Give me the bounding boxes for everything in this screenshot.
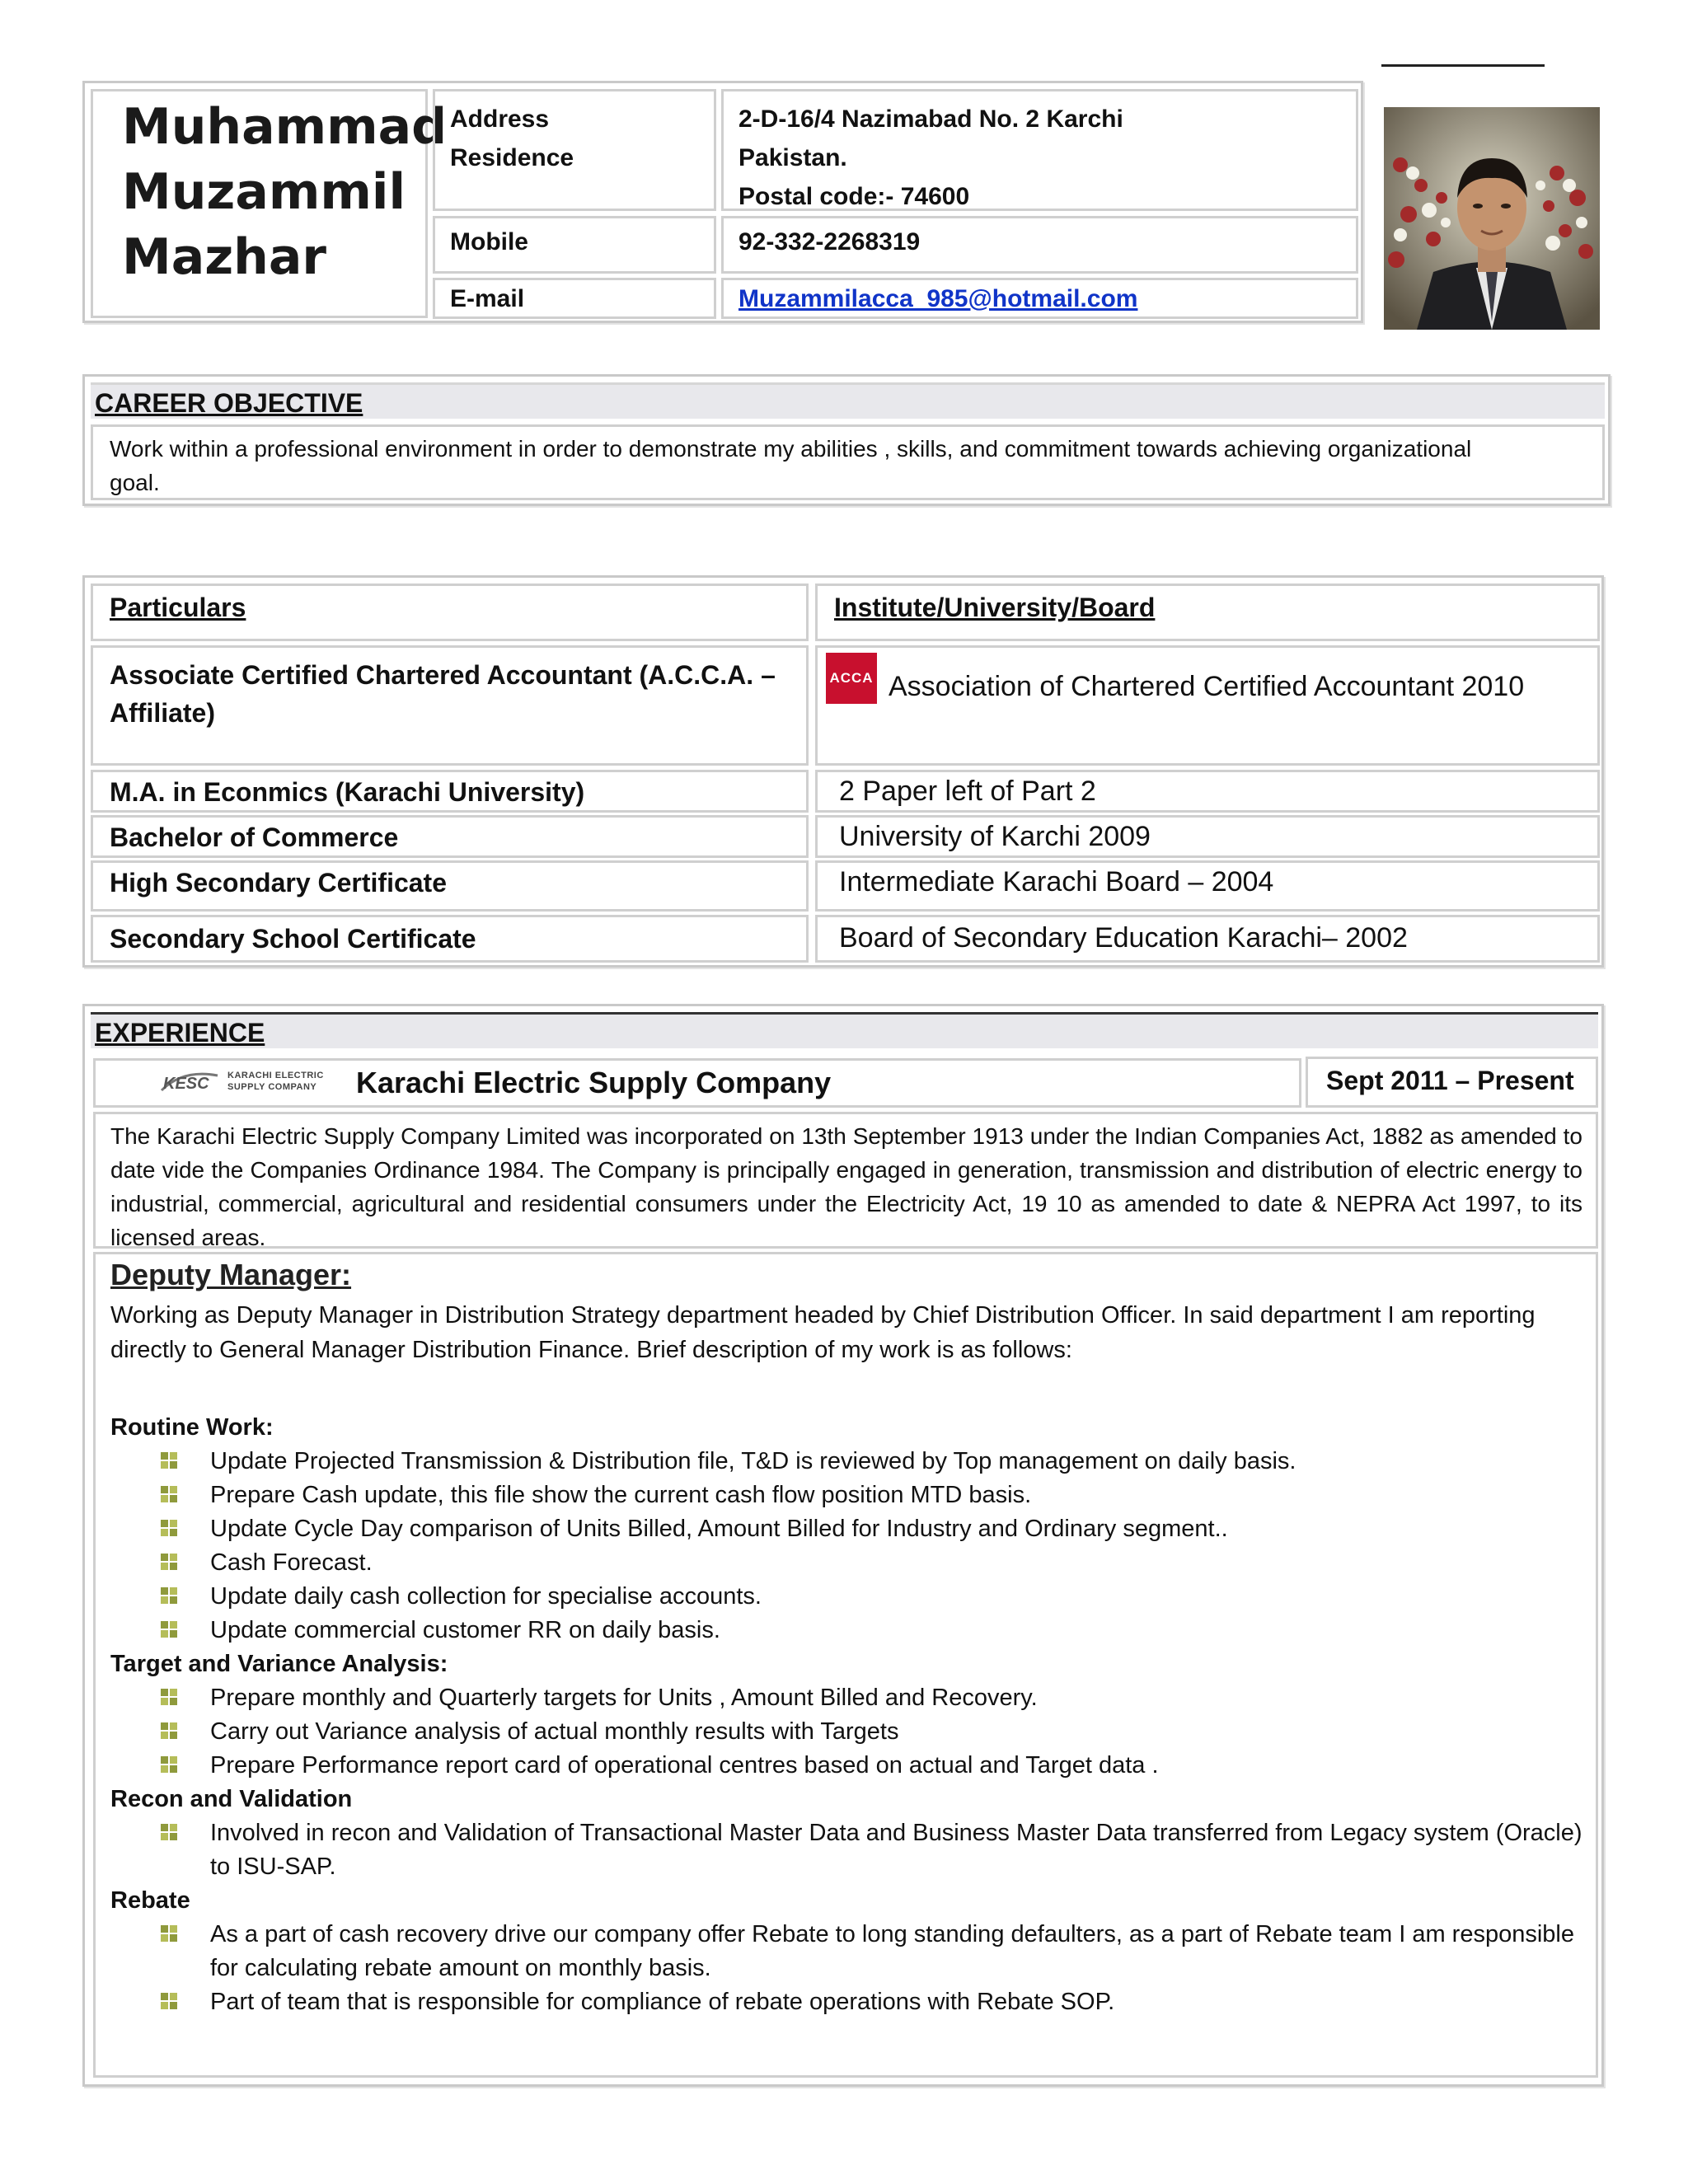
career-objective-heading: CAREER OBJECTIVE xyxy=(95,388,363,418)
education-row-particular: Associate Certified Chartered Accountant (A.C.C.A. – Affiliate) xyxy=(91,645,809,766)
education-row-particular: M.A. in Econmics (Karachi University) xyxy=(91,770,809,813)
email-label-cell xyxy=(433,278,716,319)
bullet-icon xyxy=(161,1689,177,1705)
group-title-recon: Recon and Validation xyxy=(110,1786,353,1812)
bullet-icon xyxy=(161,1452,177,1469)
responsibilities xyxy=(110,1411,1586,2019)
experience-heading: EXPERIENCE xyxy=(95,1018,265,1047)
address-label-cell xyxy=(433,89,716,211)
list-item: Update commercial customer RR on daily basis. xyxy=(110,1614,1586,1647)
kesc-logo xyxy=(158,1067,343,1097)
profile-photo-graphic xyxy=(1384,107,1600,330)
bullet-icon xyxy=(161,1587,177,1604)
education-row-institute: Intermediate Karachi Board – 2004 xyxy=(815,860,1600,912)
education-header-institute xyxy=(815,583,1600,641)
list-item: Prepare Cash update, this file show the current cash flow position MTD basis. xyxy=(110,1479,1586,1512)
list-item: Carry out Variance analysis of actual monthly results with Targets xyxy=(110,1715,1586,1749)
kesc-logo-text: KARACHI ELECTRIC SUPPLY COMPANY xyxy=(227,1071,324,1092)
address-line: Pakistan. xyxy=(738,144,847,171)
group-title-rebate: Rebate xyxy=(110,1887,190,1914)
company-name: Karachi Electric Supply Company xyxy=(356,1066,832,1099)
bullet-icon xyxy=(161,1520,177,1536)
career-objective-cell xyxy=(91,424,1605,500)
residence-label: Residence xyxy=(450,144,574,171)
profile-photo xyxy=(1384,107,1600,330)
bullet-icon xyxy=(161,1824,177,1840)
svg-text:KESC: KESC xyxy=(163,1075,209,1093)
name-cell xyxy=(91,89,448,318)
routine-list xyxy=(110,1445,1586,1647)
education-row-particular: High Secondary Certificate xyxy=(91,860,809,912)
group-title-target: Target and Variance Analysis: xyxy=(110,1651,448,1677)
mobile-value-cell xyxy=(721,216,1358,274)
mobile-value: 92-332-2268319 xyxy=(738,228,921,255)
email-label: E-mail xyxy=(450,285,525,312)
career-objective-text: Work within a professional environment in order to demonstrate my abilities , skills, and commitment towards achieving organizational goal. xyxy=(110,436,1472,495)
email-value-cell xyxy=(721,278,1358,319)
bullet-icon xyxy=(161,1756,177,1773)
mobile-label-cell xyxy=(433,216,716,274)
list-item: Cash Forecast. xyxy=(110,1546,1586,1580)
target-list xyxy=(110,1681,1586,1783)
top-rule xyxy=(1381,64,1545,67)
mobile-label: Mobile xyxy=(450,228,528,255)
contact-block xyxy=(82,81,1363,323)
group-title-routine: Routine Work: xyxy=(110,1414,274,1441)
education-row-institute: ACCA Association of Chartered Certified Accountant 2010 xyxy=(815,645,1600,766)
applicant-name: Muhammad Muzammil Mazhar xyxy=(122,98,448,286)
rebate-list xyxy=(110,1918,1586,2019)
list-item: Involved in recon and Validation of Transactional Master Data and Business Master Data transferred from Legacy system (Oracle) to ISU-SAP. xyxy=(110,1816,1586,1884)
acca-logo: ACCA xyxy=(826,653,877,704)
role-description: Working as Deputy Manager in Distribution Strategy department headed by Chief Distribution Officer. In said department I am reporting directly to General Manager Distribution Finance. Brief description of my work is as follows: xyxy=(110,1302,1536,1363)
education-row-particular: Bachelor of Commerce xyxy=(91,815,809,858)
bullet-icon xyxy=(161,1554,177,1570)
particulars-heading: Particulars xyxy=(110,593,246,622)
bullet-icon xyxy=(161,1925,177,1942)
education-header-particulars xyxy=(91,583,809,641)
education-row-particular: Secondary School Certificate xyxy=(91,915,809,963)
period-cell xyxy=(1306,1057,1598,1108)
bullet-icon xyxy=(161,1722,177,1739)
address-label: Address xyxy=(450,105,550,133)
career-objective-section xyxy=(82,374,1611,506)
career-objective-header xyxy=(91,382,1605,419)
company-cell xyxy=(93,1058,1301,1108)
address-value-cell xyxy=(721,89,1358,211)
email-link[interactable]: Muzammilacca_985@hotmail.com xyxy=(738,285,1138,312)
address-line: 2-D-16/4 Nazimabad No. 2 Karchi xyxy=(738,105,1123,133)
list-item: As a part of cash recovery drive our company offer Rebate to long standing defaulters, as a part of Rebate team I am responsible for calculating rebate amount on monthly basis. xyxy=(110,1918,1586,1985)
employment-period: Sept 2011 – Present xyxy=(1326,1066,1574,1095)
experience-section xyxy=(82,1004,1604,2087)
list-item: Update daily cash collection for specialise accounts. xyxy=(110,1580,1586,1614)
experience-header xyxy=(91,1012,1598,1048)
education-table xyxy=(82,575,1604,968)
list-item: Part of team that is responsible for compliance of rebate operations with Rebate SOP. xyxy=(110,1985,1586,2019)
role-cell xyxy=(93,1252,1598,2078)
list-item: Update Projected Transmission & Distribution file, T&D is reviewed by Top management on daily basis. xyxy=(110,1445,1586,1479)
list-item: Prepare monthly and Quarterly targets for Units , Amount Billed and Recovery. xyxy=(110,1681,1586,1715)
list-item: Update Cycle Day comparison of Units Billed, Amount Billed for Industry and Ordinary segment.. xyxy=(110,1512,1586,1546)
bullet-icon xyxy=(161,1993,177,2009)
role-title: Deputy Manager: xyxy=(110,1258,352,1291)
company-description: The Karachi Electric Supply Company Limited was incorporated on 13th September 1913 under the Indian Companies Act, 1882 as amended to date vide the Companies Ordinance 1984. The Company is principally engaged in generation, transmission and distribution of electric energy to industrial, commercial, agricultural and residential consumers under the Electricity Act, 19 10 as amended to date & NEPRA Act 1997, to its licensed areas. xyxy=(110,1123,1582,1250)
address-line: Postal code:- 74600 xyxy=(738,183,970,210)
bullet-icon xyxy=(161,1621,177,1638)
list-item: Prepare Performance report card of operational centres based on actual and Target data . xyxy=(110,1749,1586,1783)
institute-heading: Institute/University/Board xyxy=(834,593,1156,622)
recon-list xyxy=(110,1816,1586,1884)
education-row-institute: University of Karchi 2009 xyxy=(815,815,1600,858)
company-description-cell xyxy=(93,1112,1598,1249)
education-row-institute: 2 Paper left of Part 2 xyxy=(815,770,1600,813)
education-row-institute: Board of Secondary Education Karachi– 2002 xyxy=(815,915,1600,963)
bullet-icon xyxy=(161,1486,177,1502)
